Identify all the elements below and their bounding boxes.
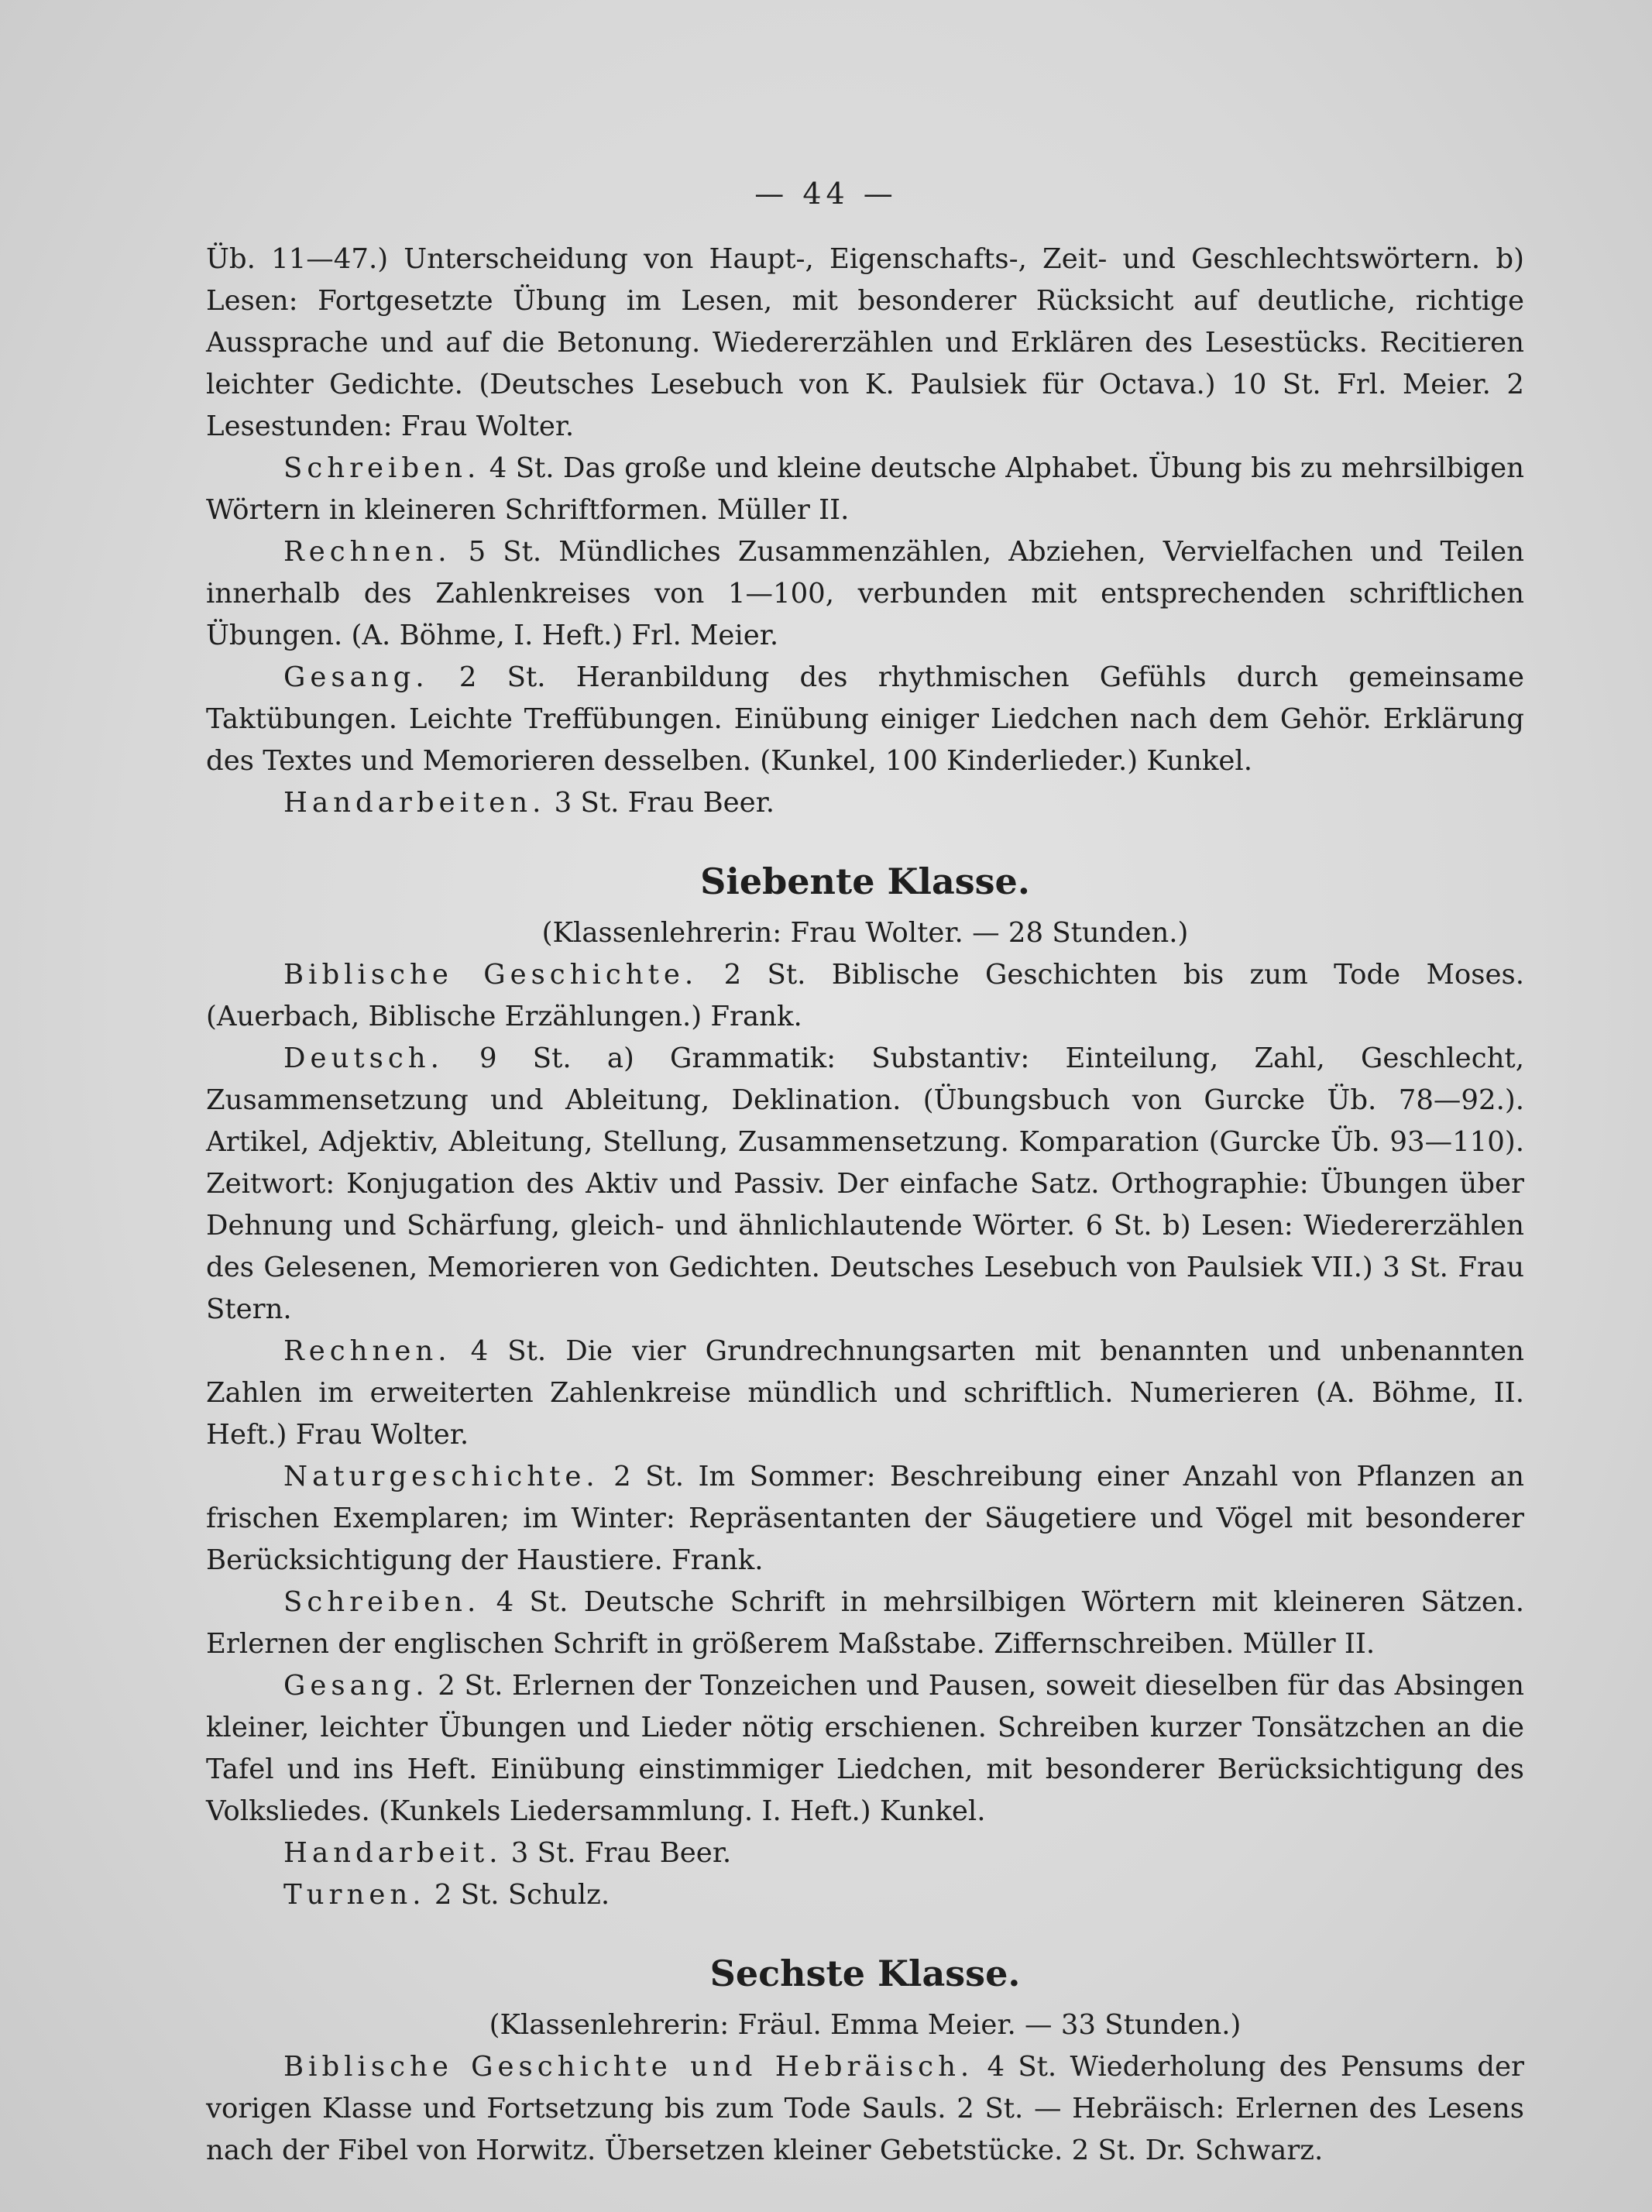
subject-label: Schreiben.	[283, 1586, 481, 1618]
subject-label: Gesang.	[283, 661, 429, 693]
paragraph-text: 5 St. Mündliches Zusammenzählen, Abziehen, Vervielfachen und Teilen innerhalb des Zahlenkreises von 1—100, verbunden mit entsprechenden schriftlichen Übungen. (A. Böhme, I. Heft.) Frl. Meier.	[206, 536, 1524, 651]
page-content	[206, 239, 1524, 2172]
paragraph	[206, 1832, 1524, 1874]
paragraph-text: 9 St. a) Grammatik: Substantiv: Einteilung, Zahl, Geschlecht, Zusammensetzung und Ableitung, Deklination. (Übungsbuch von Gurcke Üb. 78—92.). Artikel, Adjektiv, Ableitung, Stellung, Zusammensetzung. Komparation (Gurcke Üb. 93—110). Zeitwort: Konjugation des Aktiv und Passiv. Der einfache Satz. Orthographie: Übungen über Dehnung und Schärfung, gleich- und ähnlichlautende Wörter. 6 St. b) Lesen: Wiedererzählen des Gelesenen, Memorieren von Gedichten. Deutsches Lesebuch von Paulsiek VII.) 3 St. Frau Stern.	[206, 1042, 1524, 1325]
paragraph-text: 4 St. Wiederholung des Pensums der vorigen Klasse und Fortsetzung bis zum Tode Sauls. 2 St. — Hebräisch: Erlernen des Lesens nach der Fibel von Horwitz. Übersetzen kleiner Gebetstücke. 2 St. Dr. Schwarz.	[206, 2051, 1524, 2166]
paragraph	[206, 1456, 1524, 1582]
paragraph	[206, 1038, 1524, 1331]
paragraph-text: 2 St. Erlernen der Tonzeichen und Pausen, soweit dieselben für das Absingen kleiner, leichter Übungen und Lieder nötig erschienen. Schreiben kurzer Tonsätzchen an die Tafel und ins Heft. Einübung einstimmiger Liedchen, mit besonderer Berücksichtigung des Volksliedes. (Kunkels Liedersammlung. I. Heft.) Kunkel.	[206, 1670, 1524, 1827]
paragraph-text: 4 St. Die vier Grundrechnungsarten mit benannten und unbenannten Zahlen im erweiterten Zahlenkreise mündlich und schriftlich. Numerieren (A. Böhme, II. Heft.) Frau Wolter.	[206, 1335, 1524, 1451]
paragraph	[206, 2046, 1524, 2172]
subject-label: Handarbeit.	[283, 1837, 503, 1869]
subject-label: Naturgeschichte.	[283, 1461, 599, 1492]
paragraph-text: 3 St. Frau Beer.	[502, 1837, 732, 1869]
paragraph-text: 2 St. Schulz.	[425, 1879, 610, 1911]
subject-label: Biblische Geschichte.	[283, 959, 699, 991]
paragraph-text: 4 St. Deutsche Schrift in mehrsilbigen Wörtern mit kleineren Sätzen. Erlernen der englischen Schrift in größerem Maßstabe. Ziffernschreiben. Müller II.	[206, 1586, 1524, 1660]
subject-label: Schreiben.	[283, 452, 481, 484]
page-number: — 44 —	[754, 177, 898, 211]
subject-label: Biblische Geschichte und Hebräisch.	[283, 2051, 974, 2083]
subject-label: Turnen.	[283, 1879, 426, 1911]
paragraph	[206, 448, 1524, 531]
paragraph	[206, 1582, 1524, 1665]
section-heading: Siebente Klasse.	[700, 860, 1030, 902]
paragraph-text: 4 St. Das große und kleine deutsche Alphabet. Übung bis zu mehrsilbigen Wörtern in kleineren Schriftformen. Müller II.	[206, 452, 1524, 526]
paragraph	[206, 1665, 1524, 1832]
subject-label: Gesang.	[283, 1670, 429, 1702]
subject-label: Rechnen.	[283, 536, 452, 568]
subject-label: Handarbeiten.	[283, 787, 546, 819]
subject-label: Deutsch.	[283, 1042, 444, 1074]
section-subheading: (Klassenlehrerin: Fräul. Emma Meier. — 33 Stunden.)	[489, 2009, 1242, 2041]
paragraph	[206, 954, 1524, 1038]
paragraph-text: 2 St. Im Sommer: Beschreibung einer Anzahl von Pflanzen an frischen Exemplaren; im Winter: Repräsentanten der Säugetiere und Vögel mit besonderer Berücksichtigung der Haustiere. Frank.	[206, 1461, 1524, 1576]
paragraph-text: 2 St. Biblische Geschichten bis zum Tode Moses. (Auerbach, Biblische Erzählungen.) Frank.	[206, 959, 1524, 1032]
paragraph-text: 3 St. Frau Beer.	[545, 787, 775, 819]
subject-label: Rechnen.	[283, 1335, 452, 1367]
section-subheading: (Klassenlehrerin: Frau Wolter. — 28 Stunden.)	[541, 917, 1189, 949]
paragraph	[206, 1331, 1524, 1456]
paragraph	[206, 782, 1524, 824]
paragraph	[206, 657, 1524, 782]
paragraph-text: 2 St. Heranbildung des rhythmischen Gefühls durch gemeinsame Taktübungen. Leichte Treffübungen. Einübung einiger Liedchen nach dem Gehör. Erklärung des Textes und Memorieren desselben. (Kunkel, 100 Kinderlieder.) Kunkel.	[206, 661, 1524, 777]
paragraph	[206, 1874, 1524, 1916]
paragraph	[206, 531, 1524, 657]
section-heading: Sechste Klasse.	[709, 1953, 1021, 1994]
paragraph: Üb. 11—47.) Unterscheidung von Haupt-, Eigenschafts-, Zeit- und Geschlechtswörtern. b) Lesen: Fortgesetzte Übung im Lesen, mit besonderer Rücksicht auf deutliche, richtige Aussprache und auf die Betonung. Wiedererzählen und Erklären des Lesestücks. Recitieren leichter Gedichte. (Deutsches Lesebuch von K. Paulsiek für Octava.) 10 St. Frl. Meier. 2 Lesestunden: Frau Wolter.	[206, 243, 1524, 442]
